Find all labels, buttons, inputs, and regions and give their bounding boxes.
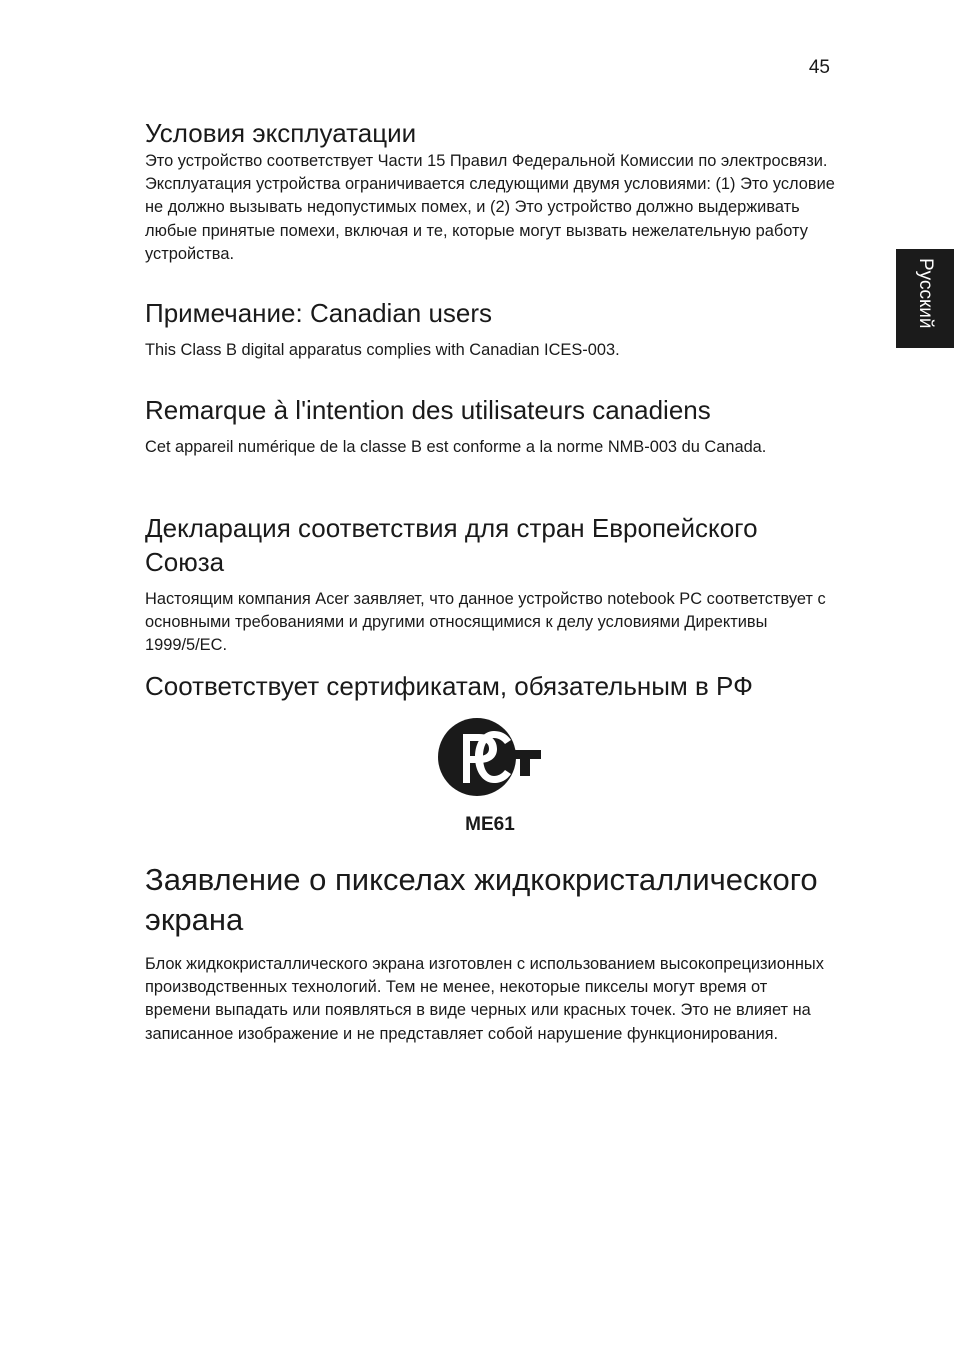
language-side-tab-label: Русский: [915, 258, 936, 329]
paragraph-eu-declaration: Настоящим компания Acer заявляет, что данное устройство notebook PC соответствует с основными требованиями и другими относящимися к делу условиями Директивы 1999/5/EC.: [145, 590, 826, 655]
heading-remarque-canadiens: Remarque à l'intention des utilisateurs canadiens: [145, 395, 711, 425]
language-side-tab: [896, 249, 954, 348]
paragraph-operating-conditions: Это устройство соответствует Части 15 Правил Федеральной Комиссии по электросвязи. Эксплуатация устройства ограничивается следующими двумя условиями: (1) Это условие не должно вызывать недопустимых помех, и (2) Это устройство должно выдерживать любые принятые помехи, включая и те, которые могут вызвать нежелательную работу устройства.: [145, 152, 835, 263]
pct-certification-mark-icon: [437, 716, 543, 798]
certification-code: ME61: [465, 814, 515, 835]
paragraph-remarque-canadiens: Cet appareil numérique de la classe B est conforme a la norme NMB-003 du Canada.: [145, 438, 767, 456]
heading-operating-conditions: Условия эксплуатации: [145, 118, 417, 148]
page-number: 45: [808, 57, 830, 78]
heading-eu-declaration: Декларация соответствия для стран Европейского Союза: [145, 513, 758, 577]
heading-lcd-pixel-statement: Заявление о пикселах жидкокристаллического экрана: [145, 862, 818, 937]
heading-rf-certification: Соответствует сертификатам, обязательным в РФ: [145, 671, 753, 701]
heading-canadian-users: Примечание: Canadian users: [145, 298, 493, 328]
paragraph-canadian-users: This Class B digital apparatus complies with Canadian ICES-003.: [145, 341, 620, 359]
paragraph-lcd-pixel-statement: Блок жидкокристаллического экрана изготовлен с использованием высокопрецизионных производственных технологий. Тем не менее, некоторые пикселы могут время от времени выпадать или появляться в виде черных или красных точек. Это не влияет на записанное изображение и не представляет собой нарушение функционирования.: [145, 955, 824, 1043]
